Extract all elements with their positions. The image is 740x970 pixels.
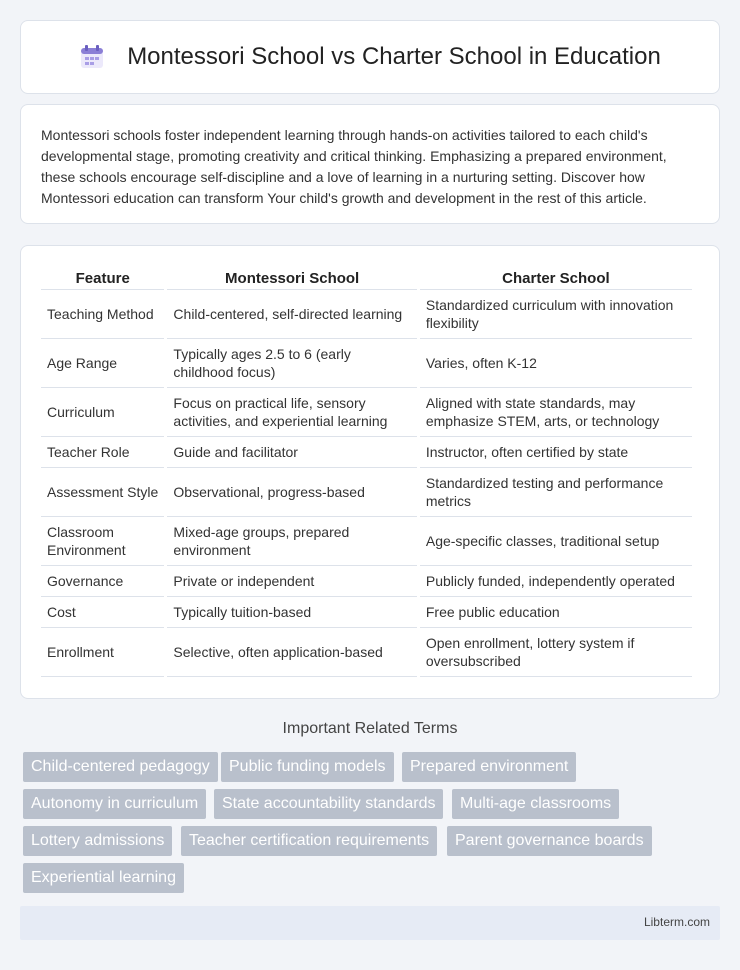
- column-header-feature: Feature: [41, 264, 164, 290]
- table-row: [41, 290, 692, 339]
- footer: [20, 906, 720, 940]
- charter-cell: Varies, often K-12: [420, 339, 692, 388]
- related-term-tag[interactable]: Parent governance boards: [447, 826, 652, 856]
- charter-cell: Age-specific classes, traditional setup: [420, 517, 692, 566]
- montessori-cell: Focus on practical life, sensory activities, and experiential learning: [167, 388, 416, 437]
- related-term-tag[interactable]: Experiential learning: [23, 863, 184, 893]
- montessori-cell: Private or independent: [167, 566, 416, 597]
- table-row: [41, 628, 692, 677]
- related-terms-title: Important Related Terms: [282, 720, 458, 737]
- table-row: [41, 388, 692, 437]
- montessori-cell: Child-centered, self-directed learning: [167, 290, 416, 339]
- column-header-charter: Charter School: [420, 264, 692, 290]
- montessori-cell: Typically ages 2.5 to 6 (early childhood focus): [167, 339, 416, 388]
- related-term-tag[interactable]: Teacher certification requirements: [181, 826, 437, 856]
- column-header-montessori: Montessori School: [167, 264, 416, 290]
- charter-cell: Open enrollment, lottery system if oversubscribed: [420, 628, 692, 677]
- charter-cell: Publicly funded, independently operated: [420, 566, 692, 597]
- montessori-cell: Observational, progress-based: [167, 468, 416, 517]
- page-title: Montessori School vs Charter School in Education: [127, 43, 661, 70]
- charter-cell: Standardized testing and performance metrics: [420, 468, 692, 517]
- table-row: [41, 468, 692, 517]
- feature-cell: Classroom Environment: [41, 517, 164, 566]
- footer-brand-link[interactable]: Libterm.com: [643, 915, 710, 929]
- table-row: [41, 437, 692, 468]
- charter-cell: Free public education: [420, 597, 692, 628]
- comparison-table: [38, 264, 695, 677]
- related-term-tag[interactable]: Prepared environment: [402, 752, 576, 782]
- montessori-cell: Typically tuition-based: [167, 597, 416, 628]
- intro-card: [20, 104, 720, 224]
- related-term-tag[interactable]: Lottery admissions: [23, 826, 172, 856]
- feature-cell: Assessment Style: [41, 468, 164, 517]
- table-header-row: [41, 264, 692, 290]
- feature-cell: Cost: [41, 597, 164, 628]
- calendar-icon: [79, 44, 105, 70]
- montessori-cell: Guide and facilitator: [167, 437, 416, 468]
- related-term-tag[interactable]: Multi-age classrooms: [452, 789, 619, 819]
- feature-cell: Enrollment: [41, 628, 164, 677]
- charter-cell: Instructor, often certified by state: [420, 437, 692, 468]
- feature-cell: Teacher Role: [41, 437, 164, 468]
- table-row: [41, 597, 692, 628]
- montessori-cell: Mixed-age groups, prepared environment: [167, 517, 416, 566]
- table-row: [41, 517, 692, 566]
- feature-cell: Age Range: [41, 339, 164, 388]
- related-term-tag[interactable]: Autonomy in curriculum: [23, 789, 206, 819]
- feature-cell: Curriculum: [41, 388, 164, 437]
- montessori-cell: Selective, often application-based: [167, 628, 416, 677]
- table-row: [41, 339, 692, 388]
- charter-cell: Aligned with state standards, may emphasize STEM, arts, or technology: [420, 388, 692, 437]
- comparison-table-card: [20, 245, 720, 699]
- charter-cell: Standardized curriculum with innovation flexibility: [420, 290, 692, 339]
- header-card: [20, 20, 720, 94]
- related-term-tag[interactable]: Public funding models: [221, 752, 394, 782]
- related-term-tag[interactable]: Child-centered pedagogy: [23, 752, 218, 782]
- table-row: [41, 566, 692, 597]
- intro-text: Montessori schools foster independent learning through hands-on activities tailored to each child's developmental stage, promoting creativity and critical thinking. Emphasizing a prepared environment, these schools encourage self-discipline and a love of learning in a nurturing setting. Discover how Montessori education can transform Your child's growth and development in the rest of this article.: [41, 127, 667, 206]
- related-term-tag[interactable]: State accountability standards: [214, 789, 443, 819]
- feature-cell: Governance: [41, 566, 164, 597]
- feature-cell: Teaching Method: [41, 290, 164, 339]
